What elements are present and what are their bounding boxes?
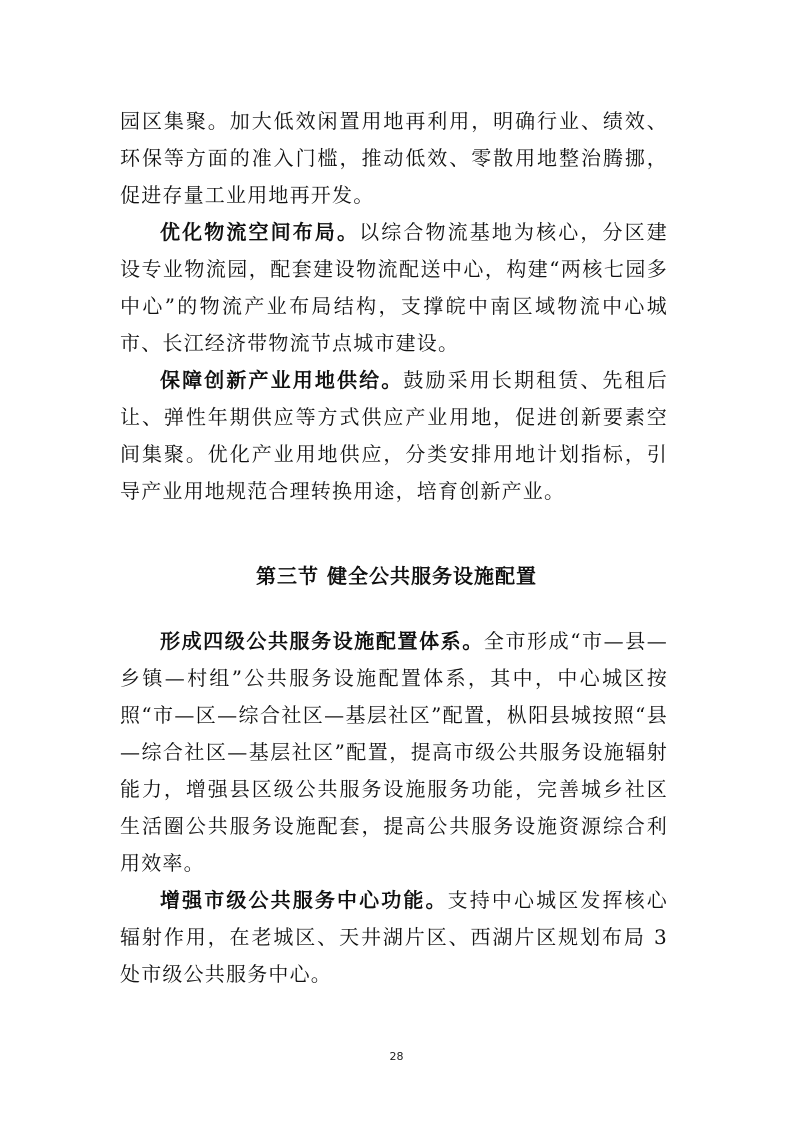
paragraph-four-level-system xyxy=(120,623,668,882)
paragraph-text: 鼓励采用长期租赁、先租后让、弹性年期供应等方式供应产业用地，促进创新要素空间集聚。优化产业用地供应，分类安排用地计划指标，引导产业用地规范合理转换用途，培育创新产业。 xyxy=(120,368,669,503)
paragraph-text: 支持中心城区发挥核心辐射作用，在老城区、天井湖片区、西湖片区规划布局 3 处市级公共服务中心。 xyxy=(120,888,668,986)
section-heading: 第三节 健全公共服务设施配置 xyxy=(256,564,537,588)
paragraph-lead: 优化物流空间布局。 xyxy=(160,220,360,244)
paragraph-logistics-layout xyxy=(120,214,668,362)
paragraph-lead: 形成四级公共服务设施配置体系。 xyxy=(160,629,484,653)
paragraph-text: 园区集聚。加大低效闲置用地再利用，明确行业、绩效、环保等方面的准入门槛，推动低效、零散用地整治腾挪，促进存量工业用地再开发。 xyxy=(120,109,668,207)
paragraph-innovation-land xyxy=(120,362,668,510)
page-number: 28 xyxy=(389,1050,404,1063)
paragraph-city-service-center xyxy=(120,882,668,993)
paragraph-text: 全市形成“市—县—乡镇—村组”公共服务设施配置体系，其中，中心城区按照“市—区—综合社区—基层社区”配置，枞阳县城按照“县—综合社区—基层社区”配置，提高市级公共服务设施辐射能力，增强县区级公共服务设施服务功能，完善城乡社区生活圈公共服务设施配套，提高公共服务设施资源综合利用效率。 xyxy=(120,629,669,875)
paragraph-text: 以综合物流基地为核心，分区建设专业物流园，配套建设物流配送中心，构建“两核七园多中心”的物流产业布局结构，支撑皖中南区域物流中心城市、长江经济带物流节点城市建设。 xyxy=(120,220,668,355)
paragraph-lead: 增强市级公共服务中心功能。 xyxy=(160,888,448,912)
paragraph-park-clustering xyxy=(120,103,668,214)
paragraph-lead: 保障创新产业用地供给。 xyxy=(160,368,404,392)
